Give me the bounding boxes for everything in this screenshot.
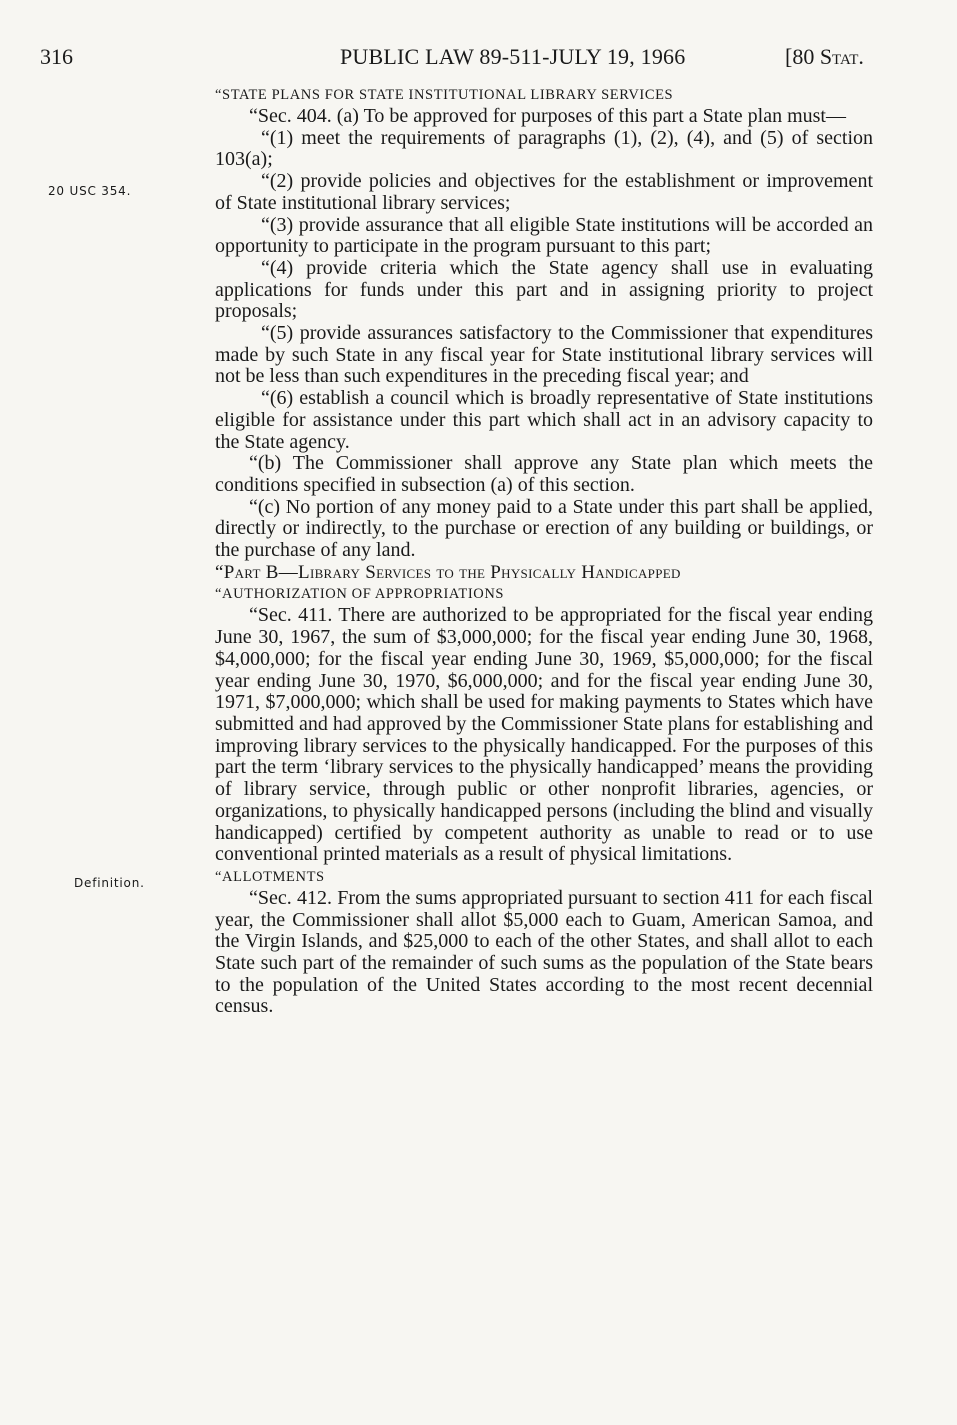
sec-411: “Sec. 411. There are authorized to be appropriated for the fiscal year ending June 30, 1967, the sum of $3,000,000; for the fiscal year ending June 30, 1968, $4,000,000; for the fiscal year ending June 30, 1969, $5,000,000; for the fiscal year ending June 30, 1970, $6,000,000; and for the fiscal year ending June 30, 1971, $7,000,000; which shall be used for making payments to States which have submitted and had approved by the Commissioner State plans for establishing and improving library services to the physically handicapped. For the purposes of this part the term ‘library services to the physically handicapped’ means the providing of library service, through public or other nonprofit libraries, agencies, or organizations, to physically handicapped persons (including the blind and visually handicapped) certified by competent authority as unable to read or to use conventional printed materials as a result of physical limitations. <box>215 604 873 866</box>
header-title: PUBLIC LAW 89-511-JULY 19, 1966 <box>340 44 686 69</box>
heading-allotments: “ALLOTMENTS <box>215 868 325 885</box>
sec-404-item-3: “(3) provide assurance that all eligible State institutions will be accorded an opportunity to participate in the program pursuant to this part; <box>215 213 873 258</box>
sec-404-item-6: “(6) establish a council which is broadly representative of State institutions eligible for assistance under this part which shall act in an advisory capacity to the State agency. <box>215 387 873 453</box>
sec-404-item-4: “(4) provide criteria which the State agency shall use in evaluating applications for funds under this part and in assigning priority to project proposals; <box>215 256 873 323</box>
running-header <box>0 36 957 76</box>
sec-404-b: “(b) The Commissioner shall approve any State plan which meets the conditions specified in subsection (a) of this section. <box>215 452 873 496</box>
sec-404-intro: “Sec. 404. (a) To be approved for purposes of this part a State plan must— <box>249 105 846 127</box>
heading-authorization: “AUTHORIZATION OF APPROPRIATIONS <box>215 586 505 603</box>
sec-412: “Sec. 412. From the sums appropriated pursuant to section 411 for each fiscal year, the Commissioner shall allot $5,000 each to Guam, American Samoa, and the Virgin Islands, and $25,000 to each of the other States, and shall allot to each State such part of the remainder of such sums as the population of the State bears to the population of the United States according to the most recent decennial census. <box>215 886 873 1018</box>
heading-state-plans: “STATE PLANS FOR STATE INSTITUTIONAL LIBRARY SERVICES <box>215 87 674 103</box>
statute-reference: [80 Stat. <box>785 44 864 69</box>
sec-404-item-2: “(2) provide policies and objectives for the establishment or improvement of State institutional library services; <box>215 170 873 214</box>
page-number: 316 <box>40 44 73 69</box>
sec-404-item-5: “(5) provide assurances satisfactory to the Commissioner that expenditures made by such State in any fiscal year for State institutional library services will not be less than such expenditures in the preceding fiscal year; and <box>215 322 873 388</box>
heading-part-b: “Part B—Library Services to the Physically Handicapped <box>215 561 681 583</box>
sec-404-item-1: “(1) meet the requirements of paragraphs (1), (2), (4), and (5) of section 103(a); <box>215 126 873 171</box>
margin-note-definition: Definition. <box>74 876 145 890</box>
sec-404-c: “(c) No portion of any money paid to a State under this part shall be applied, directly or indirectly, to the purchase or erection of any building or buildings, or the purchase of any land. <box>215 495 873 562</box>
main-text-column <box>215 84 873 1018</box>
margin-note-usc: 20 USC 354. <box>48 184 132 198</box>
